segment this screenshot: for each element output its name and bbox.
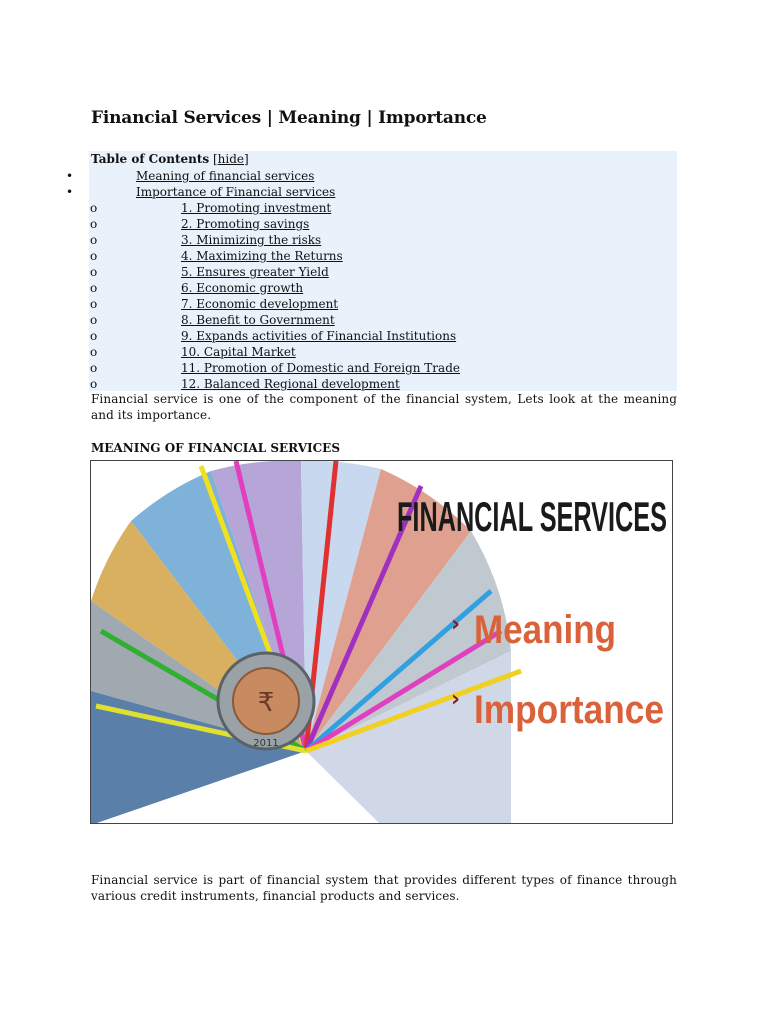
toc-link-item[interactable]: 4. Maximizing the Returns [181,249,343,263]
toc-bullet: o [90,281,98,295]
hero-illustration [91,461,673,824]
toc-link-item[interactable]: 3. Minimizing the risks [181,233,322,247]
toc-link-item[interactable]: 5. Ensures greater Yield [181,265,329,279]
toc-link-item[interactable]: Importance of Financial services [136,185,336,199]
toc-bullet: o [90,217,98,231]
toc-bullet: o [90,265,98,279]
toc-bullet: o [90,377,98,391]
toc-heading [91,152,249,166]
toc-hide-bracket-close: ] [244,152,249,166]
hero-heading: FINANCIAL SERVICES [397,493,667,540]
toc-link-item[interactable]: 6. Economic growth [181,281,304,295]
toc-link-item[interactable]: 1. Promoting investment [181,201,332,215]
toc-hide-link[interactable]: hide [217,152,245,166]
toc-link-item[interactable]: 12. Balanced Regional development [181,377,400,391]
toc-link-item[interactable]: 10. Capital Market [181,345,296,359]
hero-bullet-importance: Importance [474,688,664,732]
toc-bullet: • [66,185,74,199]
toc-bullet: o [90,249,98,263]
hero-image [90,460,673,824]
toc-link-item[interactable]: 11. Promotion of Domestic and Foreign Trade [181,361,460,375]
hero-bullet-meaning: Meaning [474,608,616,652]
hero-arrow-icon-2: › [451,687,461,712]
toc-bullet: o [90,313,98,327]
section-heading: MEANING OF FINANCIAL SERVICES [91,441,340,455]
toc-link-item[interactable]: 2. Promoting savings [181,217,310,231]
toc-link-item[interactable]: 9. Expands activities of Financial Institutions [181,329,457,343]
toc-link-item[interactable]: 8. Benefit to Government [181,313,335,327]
toc-link-item[interactable]: Meaning of financial services [136,169,315,183]
toc-heading-label: Table of Contents [91,152,210,166]
toc-link-item[interactable]: 7. Economic development [181,297,339,311]
coin-year-text: 2011 [253,738,279,749]
definition-paragraph: Financial service is part of financial system that provides different types of finance through various credit instruments, financial products and services. [91,873,677,903]
coin-rupee-symbol: ₹ [257,688,275,718]
toc-bullet: o [90,233,98,247]
toc-bullet: o [90,361,98,375]
page-title: Financial Services | Meaning | Importance [91,108,487,128]
toc-bullet: o [90,345,98,359]
toc-bullet: o [90,329,98,343]
toc-bullet: • [66,169,74,183]
hero-arrow-icon-1: › [451,612,461,637]
intro-paragraph: Financial service is one of the component of the financial system, Lets look at the meaning and its importance. [91,392,677,422]
toc-bullet: o [90,297,98,311]
toc-hide-bracket-open: [ [212,152,218,166]
toc-bullet: o [90,201,98,215]
